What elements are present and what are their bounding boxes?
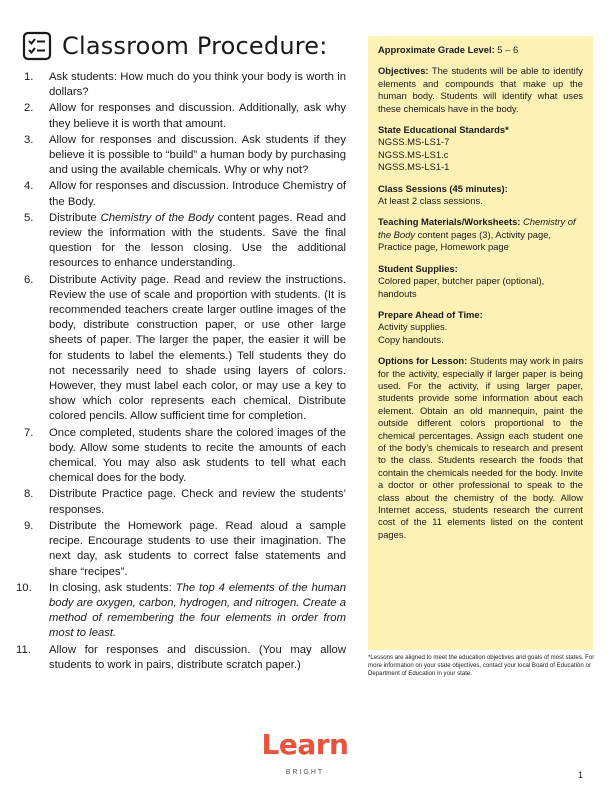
list-item: 8. Distribute Practice page. Check and review the students’ responses.	[24, 488, 346, 516]
grade-level: Approximate Grade Level: 5 – 6	[378, 44, 519, 55]
procedure-list	[12, 70, 346, 674]
checklist-icon	[22, 31, 52, 61]
logo-subtitle: BRIGHT	[285, 769, 325, 776]
teaching-materials: Teaching Materials/Worksheets: Chemistry of the Body content pages (3), Activity page, Practice page, Homework page	[378, 216, 576, 253]
list-item: 10. In closing, ask students: The top 4 elements of the human body are oxygen, carbon, hydrogen, and nitrogen. Create a method of remembering the four elements in order from most to least.	[16, 581, 346, 640]
header	[22, 26, 328, 66]
list-item: 3. Allow for responses and discussion. Ask students if they believe it is possible to “build” a human body by purchasing and using the available chemicals. Why or why not?	[24, 133, 346, 177]
lesson-options: Options for Lesson: Students may work in pairs for the activity, especially if larger paper is being used. For the activity, if using larger paper, students provide some information about each element. Obtain an old mannequin, paint the outside different colors proportional to the chemical percentages. Assign each student one of the body’s chemicals to research and present to the class. Students research the foods that contain the chemicals needed for the body. Invite a doctor or other professional to speak to the class about the chemistry of the body. Allow Internet access, students research the current cost of the 11 elements listed on the content pages.	[378, 355, 584, 540]
list-item: 1. Ask students: How much do you think your body is worth in dollars?	[24, 71, 346, 99]
list-item: 6. Distribute Activity page. Read and review the instructions. Review the use of scale and proportion with students. (It is recommended teachers create larger outline images of the body, distribute construction paper, or use other large sheets of paper. The larger the paper, the easier it will be for students to label the elements.) Tell students they do not necessarily need to shade using layers of colors. However, they must label each color, or may use a key to show which color represents each chemical. Distribute colored pencils. Allow sufficient time for completion.	[24, 273, 346, 423]
standards: State Educational Standards* NGSS.MS-LS1-7 NGSS.MS-LS1.c NGSS.MS-LS1-1	[378, 124, 509, 173]
list-item: 7. Once completed, students share the colored images of the body. Allow some students to recite the amounts of each chemical. You may also ask students to tell what each chemical does for the body.	[24, 426, 346, 485]
logo-wordmark: Learn	[261, 728, 349, 761]
list-item: 9. Distribute the Homework page. Read aloud a sample recipe. Encourage students to use their imagination. The next day, ask students to correct false statements and share “recipes”.	[24, 519, 346, 578]
learn-bright-logo	[260, 728, 350, 783]
list-item: 11. Allow for responses and discussion. (You may allow students to work in pairs, distribute scratch paper.)	[16, 643, 346, 671]
standards-footnote: *Lessons are aligned to meet the education objectives and goals of most states. For more information on your state objectives, contact your local Board of Education or Department of Education in your state.	[368, 654, 595, 677]
class-sessions: Class Sessions (45 minutes): At least 2 class sessions.	[378, 182, 508, 207]
list-item: 4. Allow for responses and discussion. Introduce Chemistry of the Body.	[24, 180, 346, 208]
prepare-ahead: Prepare Ahead of Time: Activity supplies. Copy handouts.	[378, 308, 483, 345]
student-supplies: Student Supplies: Colored paper, butcher paper (optional), handouts	[378, 262, 545, 299]
lesson-info-panel	[368, 36, 593, 650]
list-item: 2. Allow for responses and discussion. Additionally, ask why they believe it is worth that amount.	[24, 102, 346, 130]
page-title: Classroom Procedure:	[62, 32, 328, 60]
list-item: 5. Distribute Chemistry of the Body content pages. Read and review the information with the students. Save the final question for the lesson closing. Use the additional resources to enhance understanding.	[24, 211, 347, 270]
objectives: Objectives: The students will be able to identify elements and compounds that make up the human body. Students will identify what uses these chemicals have in the body.	[378, 65, 583, 114]
page-number: 1	[578, 770, 584, 780]
